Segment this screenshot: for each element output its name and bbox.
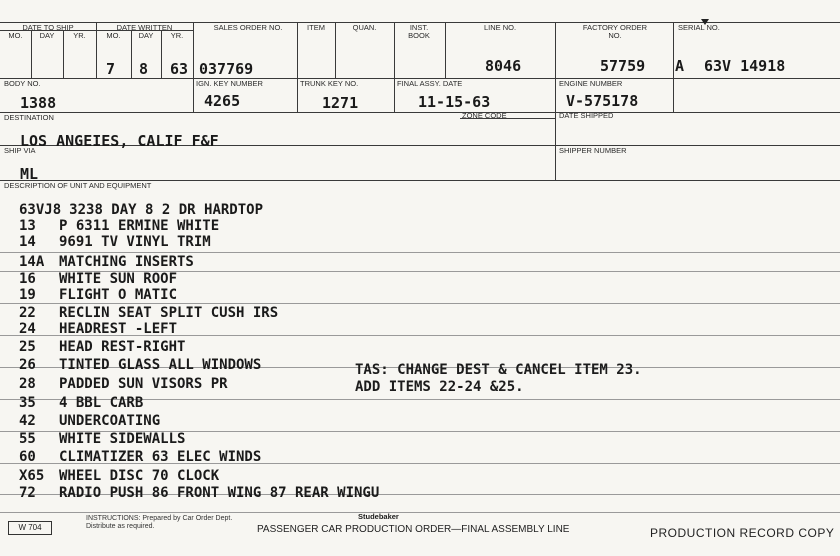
col-divider <box>673 22 674 112</box>
ruled-line <box>0 252 840 253</box>
inst-book-label: INST. BOOK <box>408 23 430 40</box>
item-code: 35 <box>19 395 36 411</box>
list-item <box>19 486 379 501</box>
list-item <box>19 255 194 270</box>
item-text: PADDED SUN VISORS PR <box>59 376 228 392</box>
item-text: WHITE SIDEWALLS <box>59 431 186 447</box>
change-note-line1: TAS: CHANGE DEST & CANCEL ITEM 23. <box>355 362 642 378</box>
item-text: RADIO PUSH 86 FRONT WING 87 REAR WINGU <box>59 485 380 501</box>
item-text: 9691 TV VINYL TRIM <box>59 234 211 250</box>
copy-designation: PRODUCTION RECORD COPY <box>650 526 835 540</box>
destination-value: LOS ANGEIES, CALIF F&F <box>20 132 219 150</box>
col-divider <box>394 22 395 112</box>
final-assy-date-label: FINAL ASSY. DATE <box>397 79 463 88</box>
ship-mo-label: MO. <box>8 31 23 40</box>
list-item <box>19 219 219 234</box>
factory-suffix-value: A <box>675 57 685 75</box>
ign-key-number-label: IGN. KEY NUMBER <box>196 79 263 88</box>
item-text: P 6311 ERMINE WHITE <box>59 218 220 234</box>
list-item <box>19 414 160 429</box>
written-mo-label: MO. <box>106 31 121 40</box>
written-day-label: DAY <box>138 31 154 40</box>
date-to-ship-label: DATE TO SHIP <box>22 23 74 32</box>
item-code: 16 <box>19 271 36 287</box>
date-written-label: DATE WRITTEN <box>116 23 173 32</box>
list-item <box>19 396 143 411</box>
item-text: HEAD REST-RIGHT <box>59 339 186 355</box>
date-shipped-label: DATE SHIPPED <box>559 111 614 120</box>
list-item <box>19 322 177 337</box>
instructions-line2: Distribute as required. <box>86 523 155 530</box>
list-item <box>19 272 177 287</box>
instructions-line1: INSTRUCTIONS: Prepared by Car Order Dept. <box>86 515 233 522</box>
ship-day-label: DAY <box>39 31 55 40</box>
ruled-line <box>0 512 840 513</box>
destination-label: DESTINATION <box>4 113 54 122</box>
item-code: 72 <box>19 485 36 501</box>
item-text: UNDERCOATING <box>59 413 161 429</box>
list-item <box>19 358 261 373</box>
zone-code-label: ZONE CODE <box>462 111 507 120</box>
list-item <box>19 377 228 392</box>
serial-no-value: 63V 14918 <box>704 57 786 75</box>
item-code: 42 <box>19 413 36 429</box>
engine-number-value: V-575178 <box>566 92 639 110</box>
list-item <box>19 469 219 484</box>
line-no-label: LINE NO. <box>483 23 517 32</box>
sales-order-no-value: 037769 <box>199 60 254 78</box>
col-divider <box>193 22 194 112</box>
list-item <box>19 340 185 355</box>
item-label: ITEM <box>307 23 325 32</box>
ship-yr-label: YR. <box>73 31 86 40</box>
ship-via-label: SHIP VIA <box>4 146 36 155</box>
written-mo-value: 7 <box>106 60 116 78</box>
item-text: 3238 DAY 8 2 DR HARDTOP <box>69 202 264 218</box>
col-divider <box>297 22 298 112</box>
header-row2-bottom <box>0 112 840 113</box>
factory-order-no-label: FACTORY ORDER NO. <box>582 23 648 40</box>
form-title: PASSENGER CAR PRODUCTION ORDER—FINAL ASSEMBLY LINE <box>257 524 570 535</box>
item-code: 25 <box>19 339 36 355</box>
ign-key-number-value: 4265 <box>204 92 241 110</box>
item-code: 60 <box>19 449 36 465</box>
written-yr-label: YR. <box>170 31 184 40</box>
form-number: W 704 <box>8 521 52 535</box>
item-code: 14 <box>19 234 36 250</box>
item-text: WHITE SUN ROOF <box>59 271 178 287</box>
written-yr-value: 63 <box>170 60 189 78</box>
trunk-key-no-value: 1271 <box>322 94 359 112</box>
item-text: WHEEL DISC 70 CLOCK <box>59 468 220 484</box>
written-day-value: 8 <box>139 60 149 78</box>
item-code: 22 <box>19 305 36 321</box>
ship-via-value: ML <box>20 165 39 183</box>
list-item <box>19 203 263 218</box>
line-no-value: 8046 <box>485 57 522 75</box>
list-item <box>19 450 261 465</box>
quan-label: QUAN. <box>352 23 377 32</box>
item-code: 14A <box>19 254 45 270</box>
item-code: 19 <box>19 287 36 303</box>
item-code: 13 <box>19 218 36 234</box>
sales-order-no-label: SALES ORDER NO. <box>213 23 283 32</box>
factory-order-no-value: 57759 <box>600 57 646 75</box>
list-item <box>19 306 278 321</box>
body-no-label: BODY NO. <box>4 79 41 88</box>
engine-number-label: ENGINE NUMBER <box>559 79 623 88</box>
item-code: 26 <box>19 357 36 373</box>
item-text: RECLIN SEAT SPLIT CUSH IRS <box>59 305 279 321</box>
shipper-number-label: SHIPPER NUMBER <box>559 146 627 155</box>
item-code: 63VJ8 <box>19 202 62 218</box>
item-text: HEADREST -LEFT <box>59 321 178 337</box>
item-text: FLIGHT O MATIC <box>59 287 178 303</box>
item-text: 4 BBL CARB <box>59 395 144 411</box>
item-text: TINTED GLASS ALL WINDOWS <box>59 357 262 373</box>
item-code: 28 <box>19 376 36 392</box>
list-item <box>19 288 177 303</box>
item-code: X65 <box>19 468 45 484</box>
down-arrow-icon <box>701 19 709 25</box>
description-label: DESCRIPTION OF UNIT AND EQUIPMENT <box>4 181 152 190</box>
list-item <box>19 432 185 447</box>
final-assy-date-value: 11-15-63 <box>418 93 491 111</box>
item-code: 55 <box>19 431 36 447</box>
item-text: MATCHING INSERTS <box>59 254 194 270</box>
change-note-line2: ADD ITEMS 22-24 &25. <box>355 379 524 395</box>
serial-no-label: SERIAL NO. <box>678 23 720 32</box>
body-no-value: 1388 <box>20 94 57 112</box>
trunk-key-no-label: TRUNK KEY NO. <box>300 79 359 88</box>
item-code: 24 <box>19 321 36 337</box>
ruled-line <box>0 303 840 304</box>
item-text: CLIMATIZER 63 ELEC WINDS <box>59 449 262 465</box>
brand-name: Studebaker <box>358 512 399 521</box>
col-divider <box>555 22 556 180</box>
list-item <box>19 235 211 250</box>
